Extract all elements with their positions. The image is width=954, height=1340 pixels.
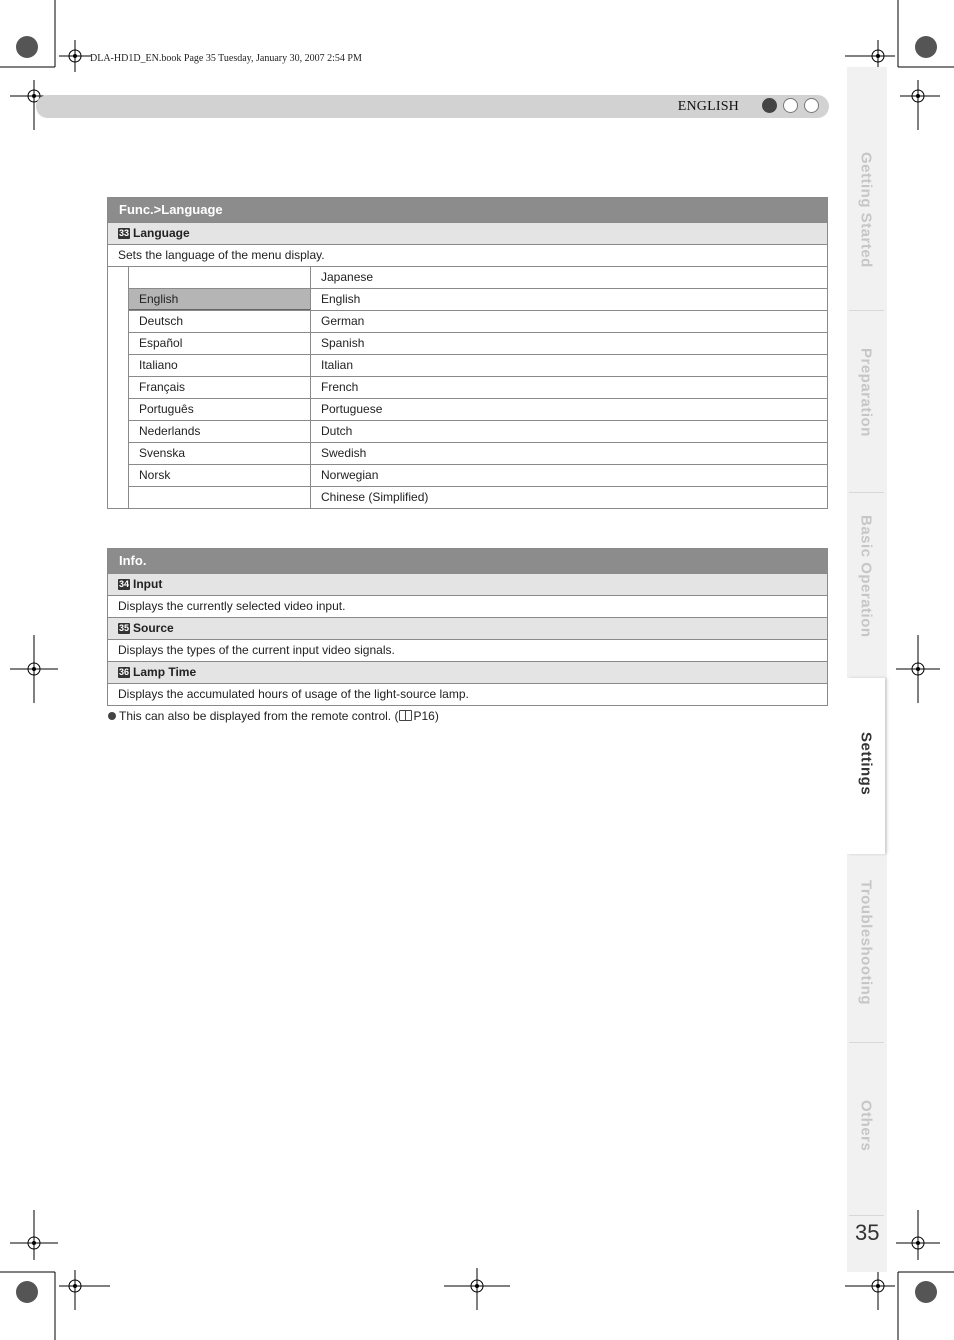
note-text-end: ) <box>434 709 439 723</box>
table-row <box>129 486 827 508</box>
item-label: Lamp Time <box>133 665 197 679</box>
language-meaning-cell: Portuguese <box>321 402 383 416</box>
item-description: Sets the language of the menu display. <box>108 244 827 266</box>
side-divider <box>849 310 884 311</box>
book-icon <box>399 710 412 721</box>
item-label: Input <box>133 577 163 591</box>
menu-language-cell: Nederlands <box>129 421 311 442</box>
language-meaning-cell: English <box>321 292 361 306</box>
language-meaning-cell: German <box>321 314 365 328</box>
side-tab-label: Troubleshooting <box>857 880 875 1005</box>
item-description: Displays the accumulated hours of usage of the light-source lamp. <box>108 683 827 705</box>
table-row <box>129 420 827 442</box>
table-row <box>129 464 827 486</box>
table-row <box>129 310 827 332</box>
menu-language-cell: Italiano <box>129 355 311 376</box>
language-meaning-cell: Spanish <box>321 336 365 350</box>
language-meaning-cell: Norwegian <box>321 468 379 482</box>
table-row <box>129 354 827 376</box>
chapter-dots <box>762 98 819 113</box>
menu-language-cell: Français <box>129 377 311 398</box>
table-row <box>129 332 827 354</box>
side-tab-basic-operation[interactable] <box>847 505 885 675</box>
menu-language-cell <box>129 267 311 288</box>
language-meaning-cell: Japanese <box>321 270 374 284</box>
table-indent <box>108 267 129 508</box>
language-meaning-cell: Swedish <box>321 446 367 460</box>
item-description: Displays the currently selected video input. <box>108 595 827 617</box>
item-label: Language <box>133 226 190 240</box>
language-table <box>108 266 827 508</box>
table-row <box>129 267 827 288</box>
item-label: Source <box>133 621 174 635</box>
side-divider <box>849 1042 884 1043</box>
language-section <box>107 197 828 509</box>
side-tab-label: Settings <box>857 732 875 796</box>
language-meaning-cell: Italian <box>321 358 354 372</box>
menu-language-cell <box>129 487 311 508</box>
language-meaning-cell: Dutch <box>321 424 353 438</box>
item-heading-input <box>108 573 827 595</box>
menu-language-cell-selected: English <box>129 289 311 310</box>
item-heading-source <box>108 617 827 639</box>
table-row <box>129 442 827 464</box>
item-heading <box>108 222 827 244</box>
note <box>108 709 439 723</box>
item-number-badge: 33 <box>119 228 130 238</box>
language-meaning-cell: French <box>321 380 359 394</box>
header-language-label: ENGLISH <box>677 99 739 114</box>
note-page-ref[interactable]: P16 <box>413 709 435 723</box>
item-description: Displays the types of the current input video signals. <box>108 639 827 661</box>
note-text: This can also be displayed from the remote control. ( <box>119 709 399 723</box>
item-number-badge: 36 <box>119 667 130 677</box>
section-title: Info. <box>108 549 827 573</box>
menu-language-cell: Deutsch <box>129 311 311 332</box>
item-number-badge: 35 <box>119 623 130 633</box>
side-tab-label: Basic Operation <box>857 515 875 638</box>
side-tab-preparation[interactable] <box>847 340 885 490</box>
info-section <box>107 548 828 706</box>
table-row <box>129 398 827 420</box>
header-bar <box>36 95 829 118</box>
item-number-badge: 34 <box>119 579 130 589</box>
side-divider <box>849 1215 884 1216</box>
dot-empty-icon <box>804 98 819 113</box>
menu-language-cell: Norsk <box>129 465 311 486</box>
bullet-icon <box>108 712 116 720</box>
item-heading-lamp-time <box>108 661 827 683</box>
table-row <box>129 376 827 398</box>
menu-language-cell: Svenska <box>129 443 311 464</box>
dot-empty-icon <box>783 98 798 113</box>
side-divider <box>849 492 884 493</box>
side-tab-label: Getting Started <box>857 152 875 268</box>
menu-language-cell: Português <box>129 399 311 420</box>
section-title: Func.>Language <box>108 198 827 222</box>
language-meaning-cell: Chinese (Simplified) <box>321 490 429 504</box>
print-info: DLA-HD1D_EN.book Page 35 Tuesday, January 30, 2007 2:54 PM <box>90 53 362 64</box>
language-rows <box>129 267 827 508</box>
side-tab-label: Others <box>857 1100 875 1152</box>
side-tab-troubleshooting[interactable] <box>847 870 885 1040</box>
side-tab-settings[interactable] <box>847 678 885 854</box>
menu-language-cell: Español <box>129 333 311 354</box>
side-tab-others[interactable] <box>847 1090 885 1210</box>
page-number: 35 <box>855 1220 880 1245</box>
table-row <box>129 288 827 310</box>
dot-filled-icon <box>762 98 777 113</box>
side-tab-getting-started[interactable] <box>847 140 885 305</box>
side-tab-label: Preparation <box>857 348 875 437</box>
